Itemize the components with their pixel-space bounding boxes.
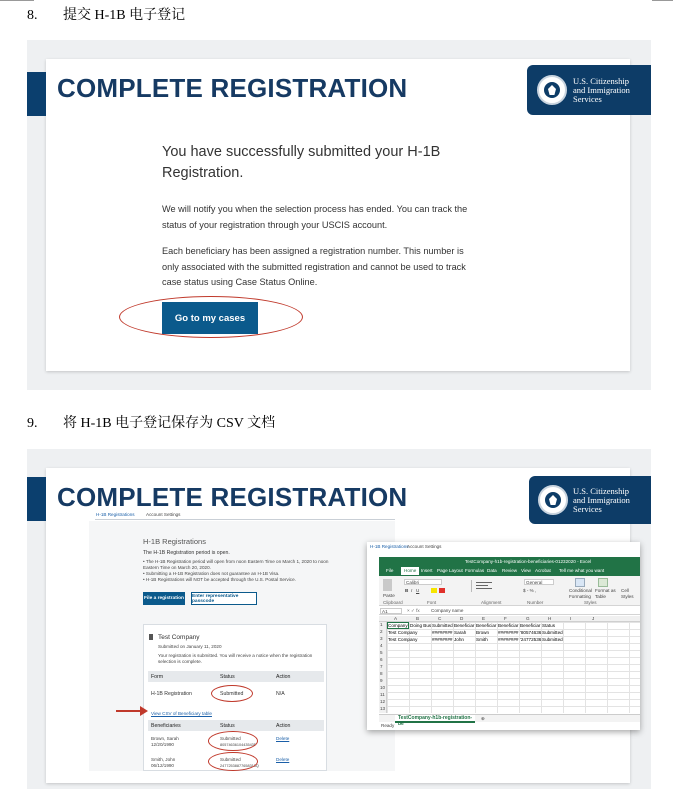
menu-formulas[interactable]: Formulas [465,568,485,573]
enter-passcode-button[interactable]: Enter representative passcode [191,592,257,605]
spreadsheet-cell[interactable]: Brown [476,630,490,635]
step-8-heading [27,4,185,24]
delete-link[interactable]: Delete [276,757,290,762]
submission-notice: Your registration is submitted. You will receive a notice when the registration selection is complete. [158,653,313,664]
table-row: Brown, Sarah 12/20/1990 Submitted 8057463610443543F Delete [151,736,290,747]
spreadsheet-cell[interactable]: Submitted [542,637,563,642]
mini-tab-settings: Account Settings [407,544,442,549]
spreadsheet-cell[interactable]: Test Company [388,630,418,635]
view-csv-link[interactable]: View CSV of Beneficiary table [151,711,212,716]
excel-file-title: TestCompany-h1b-registration-beneficiaries-01232020 - Excel [465,559,592,564]
tell-me-search[interactable]: Tell me what you want [559,568,605,573]
bullet: • Submitting a H-1B Registration does not guarantee an H-1B Visa. [143,571,280,576]
dhs-seal-icon [537,75,567,105]
group-alignment: Alignment [481,600,502,605]
spreadsheet-cell[interactable]: ######## [432,637,453,642]
success-message: You have successfully submitted your H-1B Registration. [162,144,441,181]
row-number[interactable]: 2 [380,629,383,634]
top-rule-left [0,0,34,1]
bold-icon[interactable]: B [405,588,409,593]
spreadsheet-cell[interactable]: Sarah [454,630,467,635]
menu-data[interactable]: Data [487,568,497,573]
step-text: 提交 H-1B 电子登记 [63,8,186,23]
status-bar: Ready [381,723,395,728]
registrations-page [89,521,395,771]
selected-cell [387,622,409,629]
row-number[interactable]: 4 [380,643,383,648]
screenshot-panel-2 [27,449,651,789]
spreadsheet-grid[interactable] [387,622,640,713]
step-number: 9. [27,416,38,431]
row-number[interactable]: 5 [380,650,383,655]
row-number[interactable]: 8 [380,671,383,676]
form-action: N/A [276,691,285,697]
row-number[interactable]: 12 [380,699,386,704]
bullet: • H-1B Registrations will NOT be accepted through the U.S. Postal Service. [143,577,296,582]
excel-ribbon [379,576,640,606]
form-name: H-1B Registration [151,691,192,697]
delete-link[interactable]: Delete [276,736,290,741]
font-select[interactable]: Calibri [404,579,442,585]
row-number[interactable]: 10 [380,685,386,690]
mini-tab-registrations: H-1B Registrations [370,544,409,549]
spreadsheet-cell[interactable]: Status [542,623,556,628]
currency-icon[interactable]: $ - % , [523,588,537,593]
font-color-icon[interactable] [439,588,445,593]
menu-review[interactable]: Review [502,568,518,573]
spreadsheet-cell[interactable]: ######## [498,630,519,635]
spreadsheet-cell[interactable]: '80574636 [520,630,542,635]
excel-window [367,542,640,730]
table-row: Smith, John 06/12/1990 Submitted 24772538877658313Q Delete [151,757,290,768]
formula-input[interactable]: Company name [431,608,464,613]
section-title: H-1B Registrations [143,537,206,546]
tab-h1b-registrations[interactable]: H-1B Registrations [96,512,135,517]
step-number: 8. [27,8,38,23]
fill-color-icon[interactable] [431,588,437,593]
row-number[interactable]: 1 [380,622,383,627]
top-rule-right [652,0,673,1]
number-format-select[interactable]: General [524,579,554,585]
tab-account-settings[interactable]: Account Settings [146,512,181,517]
menu-file[interactable]: File [386,568,394,573]
format-as-table-icon[interactable] [598,578,608,587]
company-card [143,624,327,771]
company-name: Test Company [158,634,200,641]
tab-divider [95,519,395,520]
row-number[interactable]: 13 [380,706,386,711]
highlight-annotation [208,731,258,751]
beneficiary-table-header: Beneficiaries Status Action [148,720,324,731]
submitted-on: Submitted on January 11, 2020 [158,644,222,649]
group-styles: Styles [584,600,597,605]
excel-menu-bar [379,567,640,576]
spreadsheet-cell[interactable]: Company [388,623,408,628]
name-box[interactable]: A1 [380,608,402,614]
page-title-2: COMPLETE REGISTRATION [57,482,408,512]
menu-page-layout[interactable]: Page Layout [437,568,463,573]
add-sheet-icon[interactable]: ⊕ [481,716,485,721]
menu-insert[interactable]: Insert [421,568,433,573]
form-status: Submitted [220,691,244,697]
conditional-formatting-label: Conditional Formatting [569,588,592,599]
row-headers [379,622,387,713]
screenshot-panel-1 [27,40,651,390]
uscis-logo-2 [529,476,651,524]
bullet: • The H-1B Registration period will open from noon Eastern Time on March 1, 2020 to noon Eastern Time on March 20, 2020. [143,559,329,570]
spreadsheet-cell[interactable]: Beneficiar [498,623,519,628]
sheet-tab[interactable]: TestCompany-h1b-registration-be [395,715,475,723]
cell-styles-label: Cell Styles [621,588,634,599]
row-number[interactable]: 3 [380,636,383,641]
alignment-icons[interactable] [471,580,495,592]
spreadsheet-cell[interactable]: '24772536 [520,637,542,642]
spreadsheet-cell[interactable]: Doing Bus [410,623,432,628]
menu-view[interactable]: View [521,568,531,573]
header-accent-2 [27,477,46,521]
paste-label: Paste [383,593,395,598]
notify-message: We will notify you when the selection process has ended. You can track the status of your registration through your USCIS account. [162,204,468,230]
highlight-annotation [119,296,303,338]
spreadsheet-cell[interactable]: Submitted [432,623,453,628]
menu-acrobat[interactable]: Acrobat [535,568,551,573]
spreadsheet-cell[interactable]: ######## [498,637,519,642]
agency-name: U.S. Citizenship and Immigration Services [573,76,630,104]
step-text: 将 H-1B 电子登记保存为 CSV 文档 [63,416,276,431]
formula-bar [379,607,640,615]
page-title: COMPLETE REGISTRATION [57,73,408,103]
highlight-annotation [208,752,258,771]
arrow-right-icon [114,705,150,717]
registration-bullets [143,559,333,583]
spreadsheet-cell[interactable]: Test Company [388,637,418,642]
menu-home[interactable]: Home [401,567,419,575]
row-number[interactable]: 7 [380,664,383,669]
underline-icon[interactable]: U [416,588,420,593]
format-as-table-label: Format as Table [595,588,616,599]
spreadsheet-cell[interactable]: Beneficiar [520,623,541,628]
spreadsheet-cell[interactable]: ######## [432,630,453,635]
conditional-formatting-icon[interactable] [575,578,585,587]
header-accent [27,72,46,116]
file-registration-button[interactable]: File a registration [143,592,185,605]
agency-name: U.S. Citizenship and Immigration Services [573,486,630,514]
spreadsheet-cell[interactable]: John [454,637,464,642]
spreadsheet-cell[interactable]: Beneficiar [476,623,497,628]
italic-icon[interactable]: I [411,588,413,593]
spreadsheet-cell[interactable]: Beneficiar [454,623,475,628]
uscis-logo [527,65,651,115]
highlight-annotation [211,685,253,702]
go-to-my-cases-button[interactable]: Go to my cases [162,302,258,334]
row-number[interactable]: 6 [380,657,383,662]
dhs-seal-icon [538,485,568,515]
spreadsheet-cell[interactable]: Smith [476,637,488,642]
row-number[interactable]: 11 [380,692,385,697]
period-open-text: The H-1B Registration period is open. [143,550,230,556]
excel-title-bar [379,557,640,567]
group-font: Font [427,600,437,605]
form-table-header: Form Status Action [148,671,324,682]
spreadsheet-cell[interactable]: Submitted [542,630,563,635]
paste-icon[interactable] [383,579,392,591]
fx-icon: × ✓ fx [407,608,420,613]
group-clipboard: Clipboard [383,600,403,605]
step-9-heading [27,412,275,432]
building-icon [149,634,153,640]
group-number: Number [527,600,544,605]
column-headers: A B C D E F G H I J [379,616,640,622]
row-number[interactable]: 9 [380,678,383,683]
beneficiary-message: Each beneficiary has been assigned a registration number. This number is only associated with the submitted registration and cannot be used to track case status using Case Status Online. [162,246,466,287]
